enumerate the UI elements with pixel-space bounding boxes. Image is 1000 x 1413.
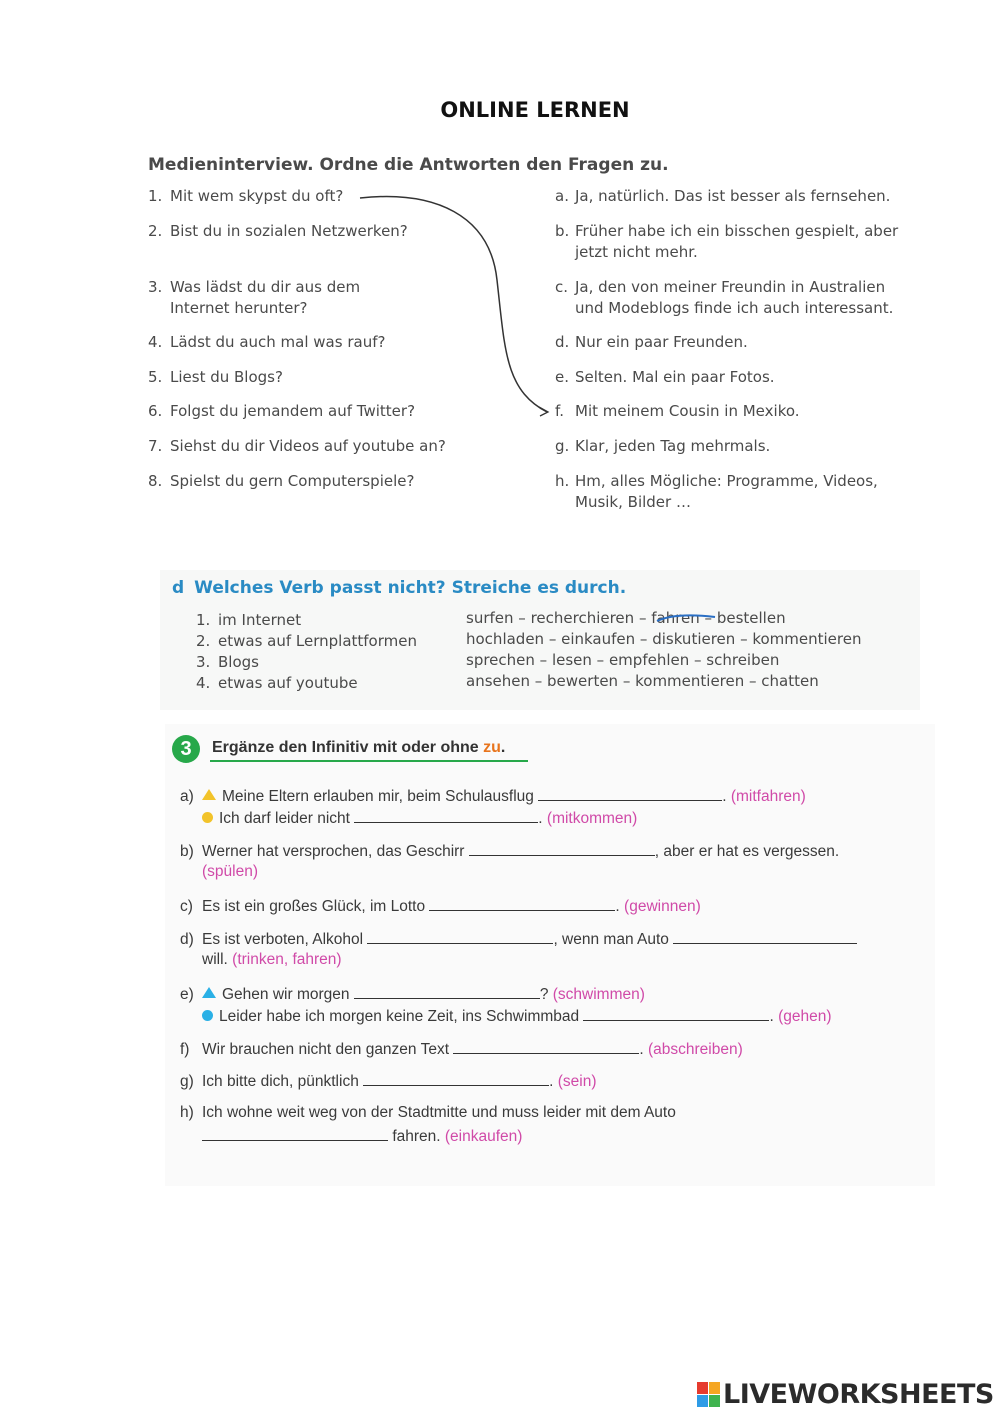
d-row-2-verbs: [466, 629, 861, 650]
answer-letter: d.: [555, 333, 570, 351]
heading-period: .: [500, 739, 506, 756]
item-f: [180, 1039, 743, 1059]
verb-option[interactable]: diskutieren: [652, 630, 736, 648]
question-text: Lädst du auch mal was rauf?: [170, 333, 386, 351]
item-text: Ich wohne weit weg von der Stadtmitte und muss leider mit dem Auto: [202, 1104, 676, 1121]
question-text: Siehst du dir Videos auf youtube an?: [170, 437, 446, 455]
d-row-number: 2.: [196, 632, 211, 650]
exercise-d-title: Welches Verb passt nicht? Streiche es durch.: [194, 578, 627, 598]
verb-separator: –: [544, 630, 562, 648]
d-row-4-verbs: [466, 671, 819, 692]
answer-blank-input[interactable]: [429, 896, 615, 911]
answer-c[interactable]: [555, 277, 893, 319]
item-text: Werner hat versprochen, das Geschirr: [202, 843, 465, 860]
answer-text: und Modeblogs finde ich auch interessant.: [575, 299, 894, 317]
item-punct: .: [549, 1073, 554, 1090]
item-punct: .: [615, 898, 620, 915]
item-b-line-1: [180, 841, 839, 861]
item-label: a): [180, 788, 194, 805]
item-a-line-1: [180, 786, 806, 806]
triangle-speaker-icon: [202, 987, 216, 998]
answer-blank-input[interactable]: [453, 1039, 639, 1054]
answer-blank-input[interactable]: [202, 1126, 388, 1141]
question-3: [148, 277, 360, 319]
liveworksheets-logo: [697, 1379, 994, 1410]
item-text: Es ist ein großes Glück, im Lotto: [202, 898, 426, 915]
d-row-label: etwas auf Lernplattformen: [218, 632, 417, 650]
verb-option[interactable]: recherchieren: [530, 609, 635, 627]
item-text: Es ist verboten, Alkohol: [202, 931, 364, 948]
verb-separator: –: [513, 609, 531, 627]
item-label: h): [180, 1104, 194, 1121]
verb-hint: (schwimmen): [552, 986, 645, 1003]
verb-separator: –: [689, 651, 707, 669]
d-row-label: Blogs: [218, 653, 259, 671]
answer-blank-input[interactable]: [583, 1006, 769, 1021]
answer-letter: a.: [555, 187, 569, 205]
question-5: [148, 367, 283, 388]
verb-separator: –: [591, 651, 609, 669]
verb-hint: (gehen): [778, 1008, 832, 1025]
answer-letter: e.: [555, 368, 569, 386]
answer-blank-input[interactable]: [367, 929, 553, 944]
verb-separator: –: [534, 651, 552, 669]
answer-letter: c.: [555, 278, 569, 296]
question-number: 1.: [148, 187, 163, 205]
question-number: 7.: [148, 437, 163, 455]
page-title: ONLINE LERNEN: [440, 98, 630, 122]
answer-text: Früher habe ich ein bisschen gespielt, aber: [575, 222, 899, 240]
answer-text: Musik, Bilder …: [575, 493, 691, 511]
answer-f[interactable]: [555, 401, 800, 422]
item-text: will.: [202, 951, 228, 968]
verb-separator: –: [634, 609, 652, 627]
answer-text: Ja, den von meiner Freundin in Australien: [575, 278, 886, 296]
answer-letter: b.: [555, 222, 570, 240]
answer-text: Nur ein paar Freunden.: [575, 333, 748, 351]
verb-separator: –: [699, 609, 717, 627]
answer-letter: f.: [555, 402, 564, 420]
verb-option[interactable]: hochladen: [466, 630, 545, 648]
question-1: [148, 186, 343, 207]
verb-option[interactable]: sprechen: [466, 651, 535, 669]
question-number: 2.: [148, 222, 163, 240]
logo-text: LIVEWORKSHEETS: [723, 1379, 994, 1410]
question-number: 4.: [148, 333, 163, 351]
answer-a[interactable]: [555, 186, 890, 207]
question-text: Liest du Blogs?: [170, 368, 283, 386]
item-label: b): [180, 843, 194, 860]
verb-separator: –: [744, 672, 762, 690]
heading-underline: [210, 760, 528, 762]
verb-option[interactable]: kommentieren: [635, 672, 745, 690]
answer-e[interactable]: [555, 367, 775, 388]
answer-blank-input[interactable]: [673, 929, 857, 944]
question-number: 3.: [148, 278, 163, 296]
triangle-speaker-icon: [202, 789, 216, 800]
item-e-line-1: [180, 984, 645, 1004]
exercise-d-letter: d: [172, 578, 185, 598]
verb-separator: –: [529, 672, 548, 690]
circle-speaker-icon: [202, 812, 213, 823]
answer-d[interactable]: [555, 332, 748, 353]
verb-hint: (mitkommen): [546, 810, 638, 827]
verb-hint: (abschreiben): [647, 1041, 743, 1058]
d-row-3-label: [196, 652, 259, 673]
answer-blank-input[interactable]: [354, 984, 540, 999]
question-8: [148, 471, 414, 492]
item-text: Leider habe ich morgen keine Zeit, ins Schwimmbad: [219, 1008, 580, 1025]
exercise-number-badge: 3: [172, 735, 200, 763]
question-text: Mit wem skypst du oft?: [170, 187, 344, 205]
answer-b[interactable]: [555, 221, 898, 263]
answer-blank-input[interactable]: [538, 786, 722, 801]
answer-g[interactable]: [555, 436, 770, 457]
d-row-number: 4.: [196, 674, 211, 692]
verb-option[interactable]: lesen: [551, 651, 592, 669]
d-row-number: 1.: [196, 611, 211, 629]
answer-blank-input[interactable]: [469, 841, 655, 856]
verb-option[interactable]: ansehen: [466, 672, 530, 690]
d-row-label: etwas auf youtube: [218, 674, 358, 692]
item-text: Meine Eltern erlauben mir, beim Schulausflug: [222, 788, 534, 805]
logo-icon: [697, 1382, 721, 1408]
answer-text: Selten. Mal ein paar Fotos.: [575, 368, 775, 386]
item-text: Ich darf leider nicht: [219, 810, 350, 827]
verb-hint: (gewinnen): [624, 898, 701, 915]
exercise-1-heading: Medieninterview. Ordne die Antworten den Fragen zu.: [148, 155, 669, 175]
item-text: Ich bitte dich, pünktlich: [202, 1073, 359, 1090]
question-number: 6.: [148, 402, 163, 420]
item-punct: .: [722, 788, 727, 805]
verb-separator: –: [618, 672, 636, 690]
answer-text: Hm, alles Mögliche: Programme, Videos,: [575, 472, 878, 490]
item-h-line-1: [180, 1104, 676, 1122]
verb-option[interactable]: bestellen: [716, 609, 786, 627]
answer-text: Mit meinem Cousin in Mexiko.: [575, 402, 800, 420]
item-a-line-2: [202, 808, 637, 828]
exercise-3-heading: [212, 739, 505, 757]
question-4: [148, 332, 385, 353]
item-text: fahren.: [392, 1128, 441, 1145]
question-text: Spielst du gern Computerspiele?: [170, 472, 415, 490]
question-text: Folgst du jemandem auf Twitter?: [170, 402, 416, 420]
answer-text: jetzt nicht mehr.: [575, 243, 698, 261]
answer-h[interactable]: [555, 471, 878, 513]
verb-separator: –: [735, 630, 753, 648]
answer-blank-input[interactable]: [354, 808, 538, 823]
verb-separator: –: [635, 630, 653, 648]
item-text: , aber er hat es vergessen.: [654, 843, 840, 860]
item-punct: .: [538, 810, 543, 827]
item-e-line-2: [202, 1006, 832, 1026]
question-text: Was lädst du dir aus dem: [170, 278, 361, 296]
item-text: Wir brauchen nicht den ganzen Text: [202, 1041, 450, 1058]
d-row-1-verbs: [466, 608, 786, 629]
verb-option[interactable]: chatten: [761, 672, 819, 690]
item-label: c): [180, 898, 193, 915]
item-text: , wenn man Auto: [553, 931, 669, 948]
item-g: [180, 1071, 597, 1091]
question-text: Bist du in sozialen Netzwerken?: [170, 222, 408, 240]
answer-letter: h.: [555, 472, 570, 490]
verb-option[interactable]: schreiben: [706, 651, 780, 669]
strike-through-mark: [655, 612, 717, 626]
item-punct: .: [769, 1008, 774, 1025]
item-text: Gehen wir morgen: [222, 986, 350, 1003]
verb-option[interactable]: einkaufen: [561, 630, 636, 648]
verb-hint: (einkaufen): [444, 1128, 523, 1145]
match-connector-line: [355, 185, 555, 420]
verb-hint: (trinken, fahren): [232, 951, 342, 968]
verb-option[interactable]: bewerten: [547, 672, 619, 690]
answer-blank-input[interactable]: [363, 1071, 549, 1086]
circle-speaker-icon: [202, 1010, 213, 1021]
item-d-line-1: [180, 929, 857, 949]
heading-text: Ergänze den Infinitiv mit oder ohne: [212, 739, 484, 756]
verb-option-crossed[interactable]: fahren: [651, 609, 700, 627]
question-7: [148, 436, 446, 457]
question-number: 8.: [148, 472, 163, 490]
exercise-d-heading: [172, 578, 626, 598]
item-label: f): [180, 1041, 190, 1058]
answer-text: Klar, jeden Tag mehrmals.: [575, 437, 771, 455]
item-label: e): [180, 986, 194, 1003]
d-row-2-label: [196, 631, 417, 652]
heading-accent-zu: zu: [483, 739, 501, 756]
verb-hint: (mitfahren): [730, 788, 806, 805]
d-row-1-label: [196, 610, 301, 631]
d-row-label: im Internet: [218, 611, 302, 629]
item-c: [180, 896, 701, 916]
item-punct: .: [639, 1041, 644, 1058]
verb-option[interactable]: empfehlen: [608, 651, 690, 669]
item-punct: ?: [539, 986, 549, 1003]
item-h-line-2: [202, 1126, 522, 1146]
verb-option[interactable]: kommentieren: [752, 630, 862, 648]
d-row-number: 3.: [196, 653, 211, 671]
answer-letter: g.: [555, 437, 570, 455]
item-d-line-2: [202, 951, 342, 969]
item-label: d): [180, 931, 194, 948]
question-text: Internet herunter?: [170, 299, 308, 317]
item-b-hint: (spülen): [202, 863, 258, 880]
verb-hint: (sein): [557, 1073, 597, 1090]
question-number: 5.: [148, 368, 163, 386]
d-row-4-label: [196, 673, 358, 694]
d-row-3-verbs: [466, 650, 779, 671]
verb-option[interactable]: surfen: [466, 609, 514, 627]
item-label: g): [180, 1073, 194, 1090]
answer-text: Ja, natürlich. Das ist besser als fernsehen.: [575, 187, 891, 205]
